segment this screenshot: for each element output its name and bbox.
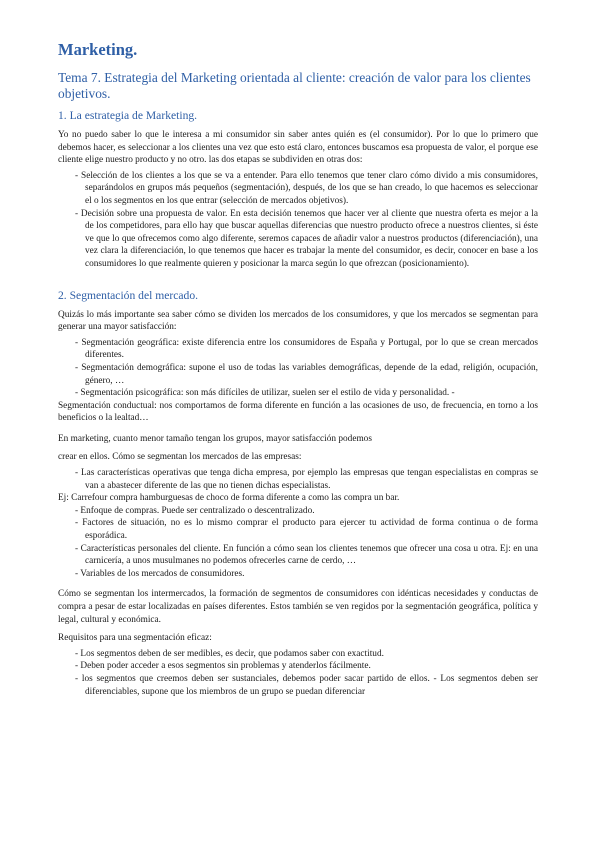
list-item: - Enfoque de compras. Puede ser centralizado o descentralizado. [58, 505, 538, 518]
list-item: - Segmentación psicográfica: son más difíciles de utilizar, suelen ser el estilo de vida y personalidad. - [58, 387, 538, 400]
section1-intro: Yo no puedo saber lo que le interesa a mi consumidor sin saber antes quién es (el consumidor). Por lo que lo primero que debemos hacer, es seleccionar a los clientes una vez que esto está claro, entonces buscamos esa propuesta de valor, el porque ese cliente elige nuestro producto y no otro. las dos etapas se subdividen en otras dos: [58, 130, 538, 166]
list-item: - Las características operativas que tenga dicha empresa, por ejemplo las empresas que tengan especialistas en compras se van a abastecer diferente de las que no tienen dichas especialistas. [58, 467, 538, 492]
marketing-line-2: crear en ellos. Cómo se segmentan los mercados de las empresas: [58, 452, 302, 463]
chapter-title: Tema 7. Estrategia del Marketing orientada al cliente: creación de valor para los clientes objetivos. [58, 70, 531, 101]
conductual-text: Segmentación conductual: nos comportamos de forma diferente en función a las ocasiones de uso, de frecuencia, en torno a los beneficios o la lealtad… [58, 400, 538, 424]
section2-heading: 2. Segmentación del mercado. [58, 288, 199, 302]
section2-intro: Quizás lo más importante sea saber cómo se dividen los mercados de los consumidores, y que los mercados se segmentan para generar una mayor satisfacción: [58, 309, 538, 333]
list-item: - Selección de los clientes a los que se va a entender. Para ello tenemos que tener claro cómo divido a mis consumidores, separándolos en grupos más pequeños (segmentación), después, de los que se han creado, lo que hacemos es seleccionar el o los segmentos en los que entrar (selección de mercados objetivos). [58, 170, 538, 208]
list-item: - Segmentación geográfica: existe diferencia entre los consumidores de España y Portugal, por lo que se crean mercados diferentes. [58, 337, 538, 362]
requisitos-list [58, 648, 538, 698]
requisitos-heading: Requisitos para una segmentación eficaz: [58, 633, 212, 644]
segmentation-list [58, 337, 538, 400]
intermercados-text: Cómo se segmentan los intermercados, la formación de segmentos de consumidores con idénticas necesidades y conductas de compra a pesar de estar localizadas en países diferentes. Estos también se ven regidos por la segmentación geográfica, política y legal, cultural y económica. [58, 589, 538, 625]
list-item: - Características personales del cliente. En función a cómo sean los clientes tenemos que ofrecer una cosa u otra. Ej: en una carnicería, a unos musulmanes no podemos ofrecerles carne de cerdo, … [58, 543, 538, 568]
marketing-line-1: En marketing, cuanto menor tamaño tengan los grupos, mayor satisfacción podemos [58, 433, 372, 444]
document-page [58, 40, 538, 698]
list-item: - Deben poder acceder a esos segmentos sin problemas y atenderlos fácilmente. [58, 660, 538, 673]
example-line: Ej: Carrefour compra hamburguesas de choco de forma diferente a como las compra un bar. [58, 493, 400, 504]
section1-heading: 1. La estrategia de Marketing. [58, 109, 198, 122]
list-item: - los segmentos que creemos deben ser sustanciales, debemos poder sacar partido de ellos. - Los segmentos deben ser diferenciables, supone que los miembros de un grupo se puedan diferenciar [58, 673, 538, 698]
section1-list [58, 170, 538, 271]
empresas-list [58, 467, 538, 580]
list-item: - Los segmentos deben de ser medibles, es decir, que podamos saber con exactitud. [58, 648, 538, 661]
list-item: - Factores de situación, no es lo mismo comprar el producto para ejercer tu actividad de forma continua o de forma esporádica. [58, 517, 538, 542]
document-title: Marketing. [58, 40, 138, 59]
list-item: - Variables de los mercados de consumidores. [58, 568, 538, 581]
list-item: - Decisión sobre una propuesta de valor. En esta decisión tenemos que hacer ver al cliente que nuestra oferta es mejor a la de los competidores, para ello hay que buscar aquellas diferencias que nuestro producto ofrece a nuestros clientes, si éste ve que lo que ofrecemos como algo diferente, seremos capaces de añadir valor a nuestros productos (diferenciación), una vez clara la diferenciación, lo que tenemos que hacer es trabajar la mente del consumidor, es decir, conocer en base a los consumidores lo que realmente quieren y posicionar la marca según lo que ofrezcan (posicionamiento). [58, 208, 538, 271]
list-item: - Segmentación demográfica: supone el uso de todas las variables demográficas, depende de la edad, religión, ocupación, género, … [58, 362, 538, 387]
